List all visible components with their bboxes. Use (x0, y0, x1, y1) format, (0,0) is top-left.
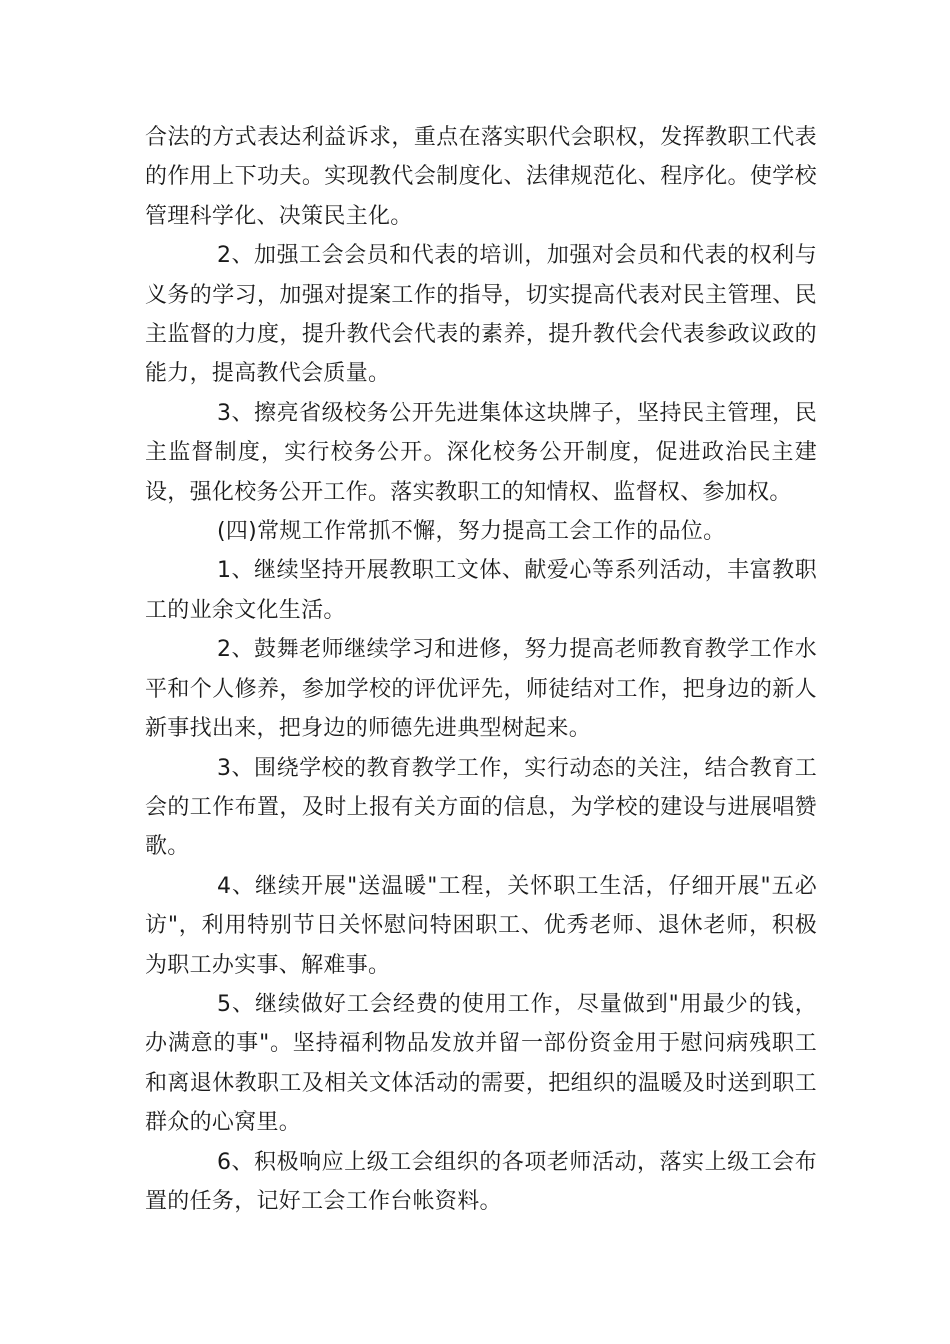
paragraph-item-3-open-affairs: 3、擦亮省级校务公开先进集体这块牌子，坚持民主管理，民主监督制度，实行校务公开。深化校务公开制度，促进政治民主建设，强化校务公开工作。落实教职工的知情权、监督权、参加权。 (145, 400, 817, 505)
paragraph-continuation: 合法的方式表达利益诉求，重点在落实职代会职权，发挥教职工代表的作用上下功夫。实现教代会制度化、法律规范化、程序化。使学校管理科学化、决策民主化。 (145, 125, 817, 229)
paragraph-routine-1: 1、继续坚持开展教职工文体、献爱心等系列活动，丰富教职工的业余文化生活。 (145, 558, 817, 623)
paragraph-routine-6: 6、积极响应上级工会组织的各项老师活动，落实上级工会布置的任务，记好工会工作台帐资料。 (145, 1149, 817, 1214)
paragraph-routine-2: 2、鼓舞老师继续学习和进修，努力提高老师教育教学工作水平和个人修养，参加学校的评优评先，师徒结对工作，把身边的新人新事找出来，把身边的师德先进典型树起来。 (145, 637, 817, 742)
paragraph-routine-4: 4、继续开展"送温暖"工程，关怀职工生活，仔细开展"五必访"，利用特别节日关怀慰问特困职工、优秀老师、退休老师，积极为职工办实事、解难事。 (145, 873, 817, 978)
paragraph-item-2-training: 2、加强工会会员和代表的培训，加强对会员和代表的权利与义务的学习，加强对提案工作的指导，切实提高代表对民主管理、民主监督的力度，提升教代会代表的素养，提升教代会代表参政议政的能力，提高教代会质量。 (145, 243, 817, 387)
section-4-heading: (四)常规工作常抓不懈，努力提高工会工作的品位。 (217, 519, 726, 545)
document-body (145, 118, 817, 1221)
paragraph-routine-3: 3、围绕学校的教育教学工作，实行动态的关注，结合教育工会的工作布置，及时上报有关方面的信息，为学校的建设与进展唱赞歌。 (145, 755, 817, 860)
paragraph-routine-5: 5、继续做好工会经费的使用工作，尽量做到"用最少的钱，办满意的事"。坚持福利物品发放并留一部份资金用于慰问病残职工和离退休教职工及相关文体活动的需要，把组织的温暖及时送到职工群众的心窝里。 (145, 991, 817, 1136)
